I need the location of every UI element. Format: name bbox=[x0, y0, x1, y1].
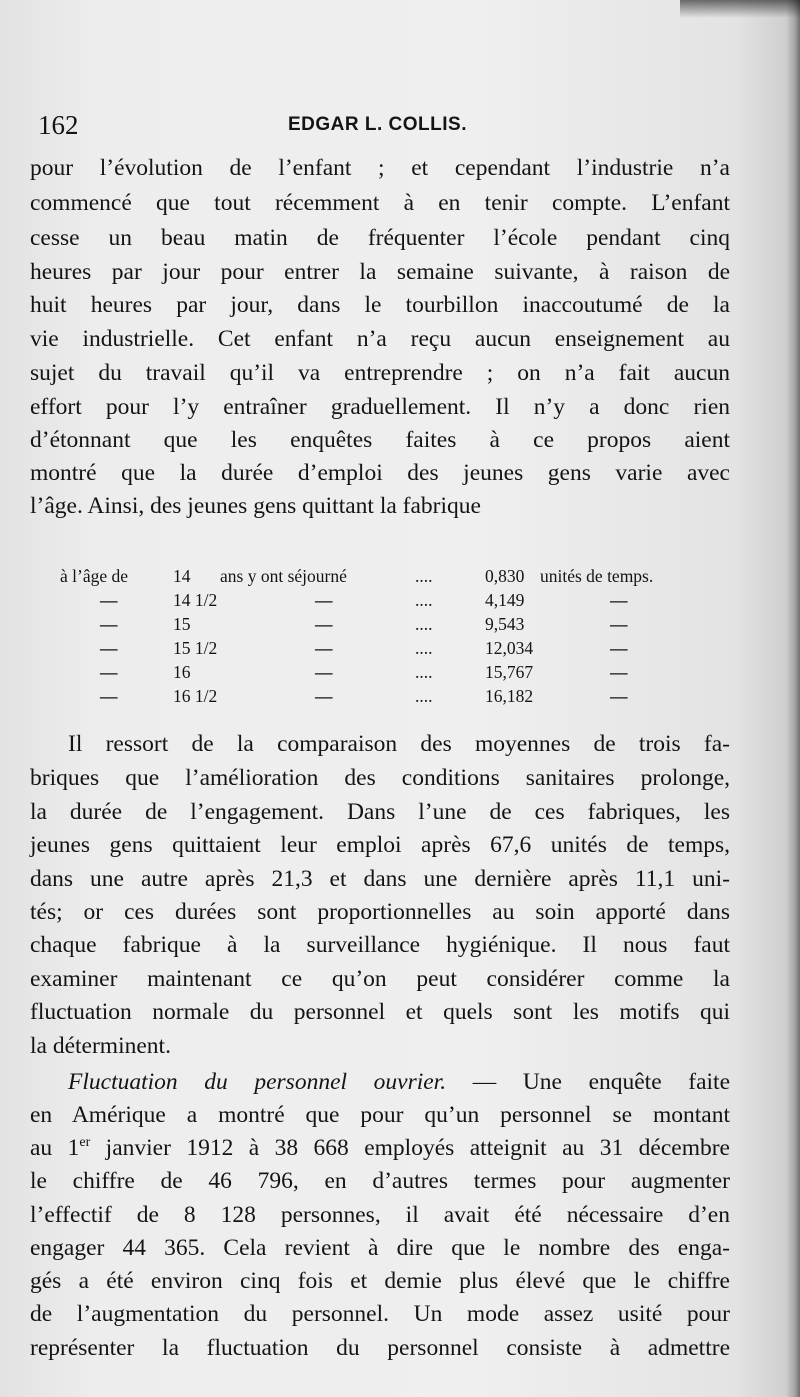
text-line: effort pour l’y entraîner graduellement. Il n’y a donc rien bbox=[30, 394, 730, 420]
cell-dots: .... bbox=[415, 638, 433, 658]
text-line: d’étonnant que les enquêtes faites à ce propos aient bbox=[30, 427, 730, 453]
cell-unit: — bbox=[610, 590, 628, 610]
cell-age: — bbox=[100, 686, 118, 706]
age-duration-table bbox=[60, 564, 720, 708]
text-line: pour l’évolution de l’enfant ; et cependant l’industrie n’a bbox=[30, 155, 730, 181]
cell-stay: — bbox=[315, 638, 333, 658]
cell-dots: .... bbox=[415, 614, 433, 634]
text-line: le chiffre de 46 796, en d’autres termes pour augmenter bbox=[30, 1168, 730, 1194]
cell-number: 0,830 bbox=[485, 566, 525, 586]
cell-stay: — bbox=[315, 590, 333, 610]
text-line: gés a été environ cinq fois et demie plus élevé que le chiffre bbox=[30, 1268, 730, 1294]
cell-unit: — bbox=[610, 662, 628, 682]
cell-age-value: 15 1/2 bbox=[173, 638, 218, 658]
text-line: dans une autre après 21,3 et dans une dernière après 11,1 uni- bbox=[30, 866, 730, 892]
text-line: briques que l’amélioration des conditions sanitaires prolonge, bbox=[30, 765, 730, 791]
text-line: en Amérique a montré que pour qu’un personnel se montant bbox=[30, 1102, 730, 1128]
cell-unit: unités de temps. bbox=[540, 566, 654, 586]
cell-number: 4,149 bbox=[485, 590, 525, 610]
text-line: heures par jour pour entrer la semaine suivante, à raison de bbox=[30, 259, 730, 285]
cell-age-value: 16 bbox=[173, 662, 191, 682]
cell-unit: — bbox=[610, 686, 628, 706]
cell-age-value: 16 1/2 bbox=[173, 686, 218, 706]
section-heading: Fluctuation du personnel ouvrier. bbox=[68, 1069, 447, 1095]
table-row bbox=[60, 588, 720, 612]
cell-dots: .... bbox=[415, 662, 433, 682]
cell-dots: .... bbox=[415, 686, 433, 706]
text-line: l’effectif de 8 128 personnes, il avait été nécessaire d’en bbox=[30, 1202, 730, 1228]
text-line: de l’augmentation du personnel. Un mode assez usité pour bbox=[30, 1301, 730, 1327]
cell-stay: — bbox=[315, 614, 333, 634]
cell-age: — bbox=[100, 590, 118, 610]
text-line: huit heures par jour, dans le tourbillon inaccoutumé de la bbox=[30, 292, 730, 318]
text-line: Il ressort de la comparaison des moyennes de trois fa- bbox=[68, 731, 730, 757]
text-line: vie industrielle. Cet enfant n’a reçu aucun enseignement au bbox=[30, 326, 730, 352]
cell-number: 15,767 bbox=[485, 662, 534, 682]
cell-stay: ans y ont séjourné bbox=[220, 566, 347, 586]
table-row bbox=[60, 660, 720, 684]
text-line: jeunes gens quittaient leur emploi après 67,6 unités de temps, bbox=[30, 832, 730, 858]
cell-age: — bbox=[100, 638, 118, 658]
text-line: montré que la durée d’emploi des jeunes gens varie avec bbox=[30, 460, 730, 486]
cell-unit: — bbox=[610, 614, 628, 634]
table-row bbox=[60, 684, 720, 708]
text-line: fluctuation normale du personnel et quels sont les motifs qui bbox=[30, 999, 730, 1025]
text-line: tés; or ces durées sont proportionnelles au soin apporté dans bbox=[30, 899, 730, 925]
cell-age: à l’âge de bbox=[60, 566, 129, 586]
text-line: cesse un beau matin de fréquenter l’école pendant cinq bbox=[30, 225, 730, 251]
cell-unit: — bbox=[610, 638, 628, 658]
text-span: — Une enquête faite bbox=[446, 1069, 730, 1095]
text-line: l’âge. Ainsi, des jeunes gens quittant la fabrique bbox=[30, 493, 481, 519]
text-line: engager 44 365. Cela revient à dire que le nombre des enga- bbox=[30, 1235, 730, 1261]
running-head: EDGAR L. COLLIS. bbox=[288, 114, 467, 135]
page-corner-shadow bbox=[680, 0, 800, 18]
table-row bbox=[60, 564, 720, 588]
cell-age-value: 15 bbox=[173, 614, 191, 634]
text-line: examiner maintenant ce qu’on peut considérer comme la bbox=[30, 966, 730, 992]
text-span: au 1 bbox=[30, 1135, 80, 1161]
page-header bbox=[38, 110, 738, 150]
text-span: janvier 1912 à 38 668 employés atteignit au 31 décembre bbox=[90, 1135, 730, 1161]
cell-number: 16,182 bbox=[485, 686, 534, 706]
text-line: la déterminent. bbox=[30, 1033, 171, 1059]
cell-stay: — bbox=[315, 662, 333, 682]
text-line: chaque fabrique à la surveillance hygiénique. Il nous faut bbox=[30, 932, 730, 958]
page-number: 162 bbox=[38, 110, 79, 140]
text-line: commencé que tout récemment à en tenir compte. L’enfant bbox=[30, 190, 730, 216]
cell-dots: .... bbox=[415, 566, 433, 586]
section-heading-line bbox=[30, 1066, 730, 1098]
cell-age: — bbox=[100, 662, 118, 682]
cell-age-value: 14 1/2 bbox=[173, 590, 218, 610]
superscript: er bbox=[79, 1135, 91, 1151]
text-line: représenter la fluctuation du personnel consiste à admettre bbox=[30, 1335, 730, 1361]
table-row bbox=[60, 636, 720, 660]
cell-age: — bbox=[100, 614, 118, 634]
text-line: sujet du travail qu’il va entreprendre ; on n’a fait aucun bbox=[30, 360, 730, 386]
cell-number: 9,543 bbox=[485, 614, 525, 634]
cell-stay: — bbox=[315, 686, 333, 706]
cell-age-value: 14 bbox=[173, 566, 191, 586]
text-line: la durée de l’engagement. Dans l’une de ces fabriques, les bbox=[30, 799, 730, 825]
page-spine-shadow bbox=[786, 0, 800, 1397]
table-row bbox=[60, 612, 720, 636]
cell-number: 12,034 bbox=[485, 638, 534, 658]
cell-dots: .... bbox=[415, 590, 433, 610]
text-line bbox=[30, 1132, 730, 1164]
